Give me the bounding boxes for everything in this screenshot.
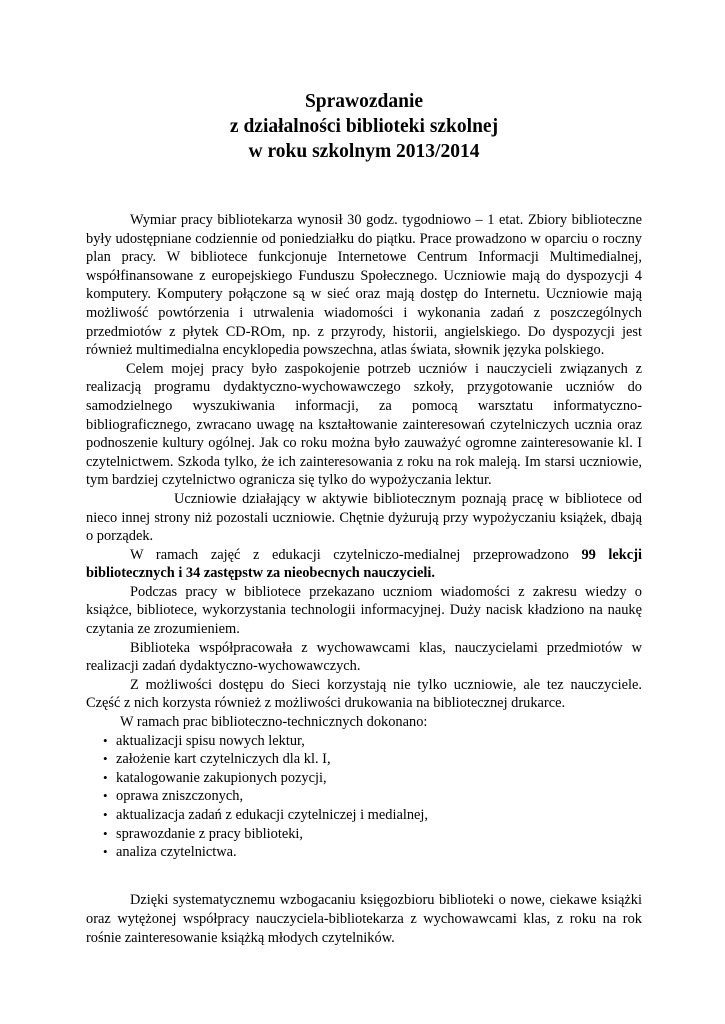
paragraph-conclusion: Dzięki systematycznemu wzbogacaniu księgozbioru biblioteki o nowe, ciekawe książki oraz wytężonej współpracy nauczyciela-bibliotekarza z wychowawcami klas, z roku na rok rośnie zainteresowanie książką młodych czytelników. — [86, 892, 642, 946]
paragraph-working-hours: Wymiar pracy bibliotekarza wynosił 30 godz. tygodniowo – 1 etat. Zbiory biblioteczne były udostępniane codziennie od poniedziałku do piątku. Prace prowadzono w oparciu o roczny plan pracy. W bibliotece funkcjonuje Internetowe Centrum Informacji Multimedialnej, współfinansowane z europejskiego Funduszu Społecznego. Uczniowie mają do dyspozycji 4 komputery. Komputery połączone są w sieć oraz mają dostęp do Internetu. Uczniowie mają możliwość powtórzenia i utrwalenia wiadomości i wykonania zadań z poszczególnych przedmiotów z płytek CD-ROm, np. z przyrody, historii, angielskiego. Do dyspozycji jest również multimedialna encyklopedia powszechna, atlas świata, słownik języka polskiego. — [86, 212, 642, 359]
list-item: • katalogowanie zakupionych pozycji, — [103, 769, 327, 786]
paragraph-knowledge: Podczas pracy w bibliotece przekazano uczniom wiadomości z zakresu wiedzy o książce, bibliotece, wykorzystania technologii informacyjnej. Duży nacisk kładziono na naukę czytania ze zrozumieniem. — [86, 583, 642, 638]
title-line-2: z działalności biblioteki szkolnej — [229, 116, 499, 137]
bullet-icon: • — [103, 844, 108, 860]
bullet-icon: • — [103, 769, 108, 785]
paragraph-technical-works: W ramach prac biblioteczno-technicznych dokonano: — [120, 714, 428, 731]
bullet-icon: • — [103, 751, 108, 767]
paragraph-goals: Celem mojej pracy było zaspokojenie potrzeb uczniów i nauczycieli związanych z realizacją programu dydaktyczno-wychowawczego szkoły, przygotowanie uczniów do samodzielnego wyszukiwania informacji, za pomocą warsztatu informatyczno-bibliograficznego, zwracano uwagę na kształtowanie zainteresowań czytelniczych ucznia oraz podnoszenie kultury ogólnej. Jak co roku można było zauważyć ogromne zainteresowanie kl. I czytelnictwem. Szkoda tylko, że ich zainteresowania z roku na rok maleją. Im starsi uczniowie, tym bardziej czytelnictwo ogranicza się tylko do wypożyczania lektur. — [86, 360, 642, 489]
lessons-count-bold: 99 lekcji bibliotecznych i 34 zastępstw za nieobecnych nauczycieli. — [86, 546, 642, 582]
title-line-1: Sprawozdanie — [304, 91, 424, 112]
paragraph-lessons — [86, 546, 642, 583]
title-line-3: w roku szkolnym 2013/2014 — [248, 141, 480, 162]
list-item: • oprawa zniszczonych, — [103, 788, 244, 805]
lessons-text: W ramach zajęć z edukacji czytelniczo-medialnej przeprowadzono — [130, 546, 582, 563]
bullet-icon: • — [103, 825, 108, 841]
list-item: • aktualizacji spisu nowych lektur, — [103, 732, 305, 749]
list-item: • sprawozdanie z pracy biblioteki, — [103, 825, 304, 842]
list-item: • aktualizacja zadań z edukacji czytelniczej i medialnej, — [103, 807, 429, 823]
technical-works-list — [86, 732, 642, 862]
bullet-icon: • — [103, 732, 108, 748]
paragraph-network-access: Z możliwości dostępu do Sieci korzystają nie tylko uczniowie, ale tez nauczyciele. Część z nich korzysta również z możliwości drukowania na bibliotecznej drukarce. — [86, 676, 642, 712]
document-body — [86, 211, 642, 862]
document-title — [86, 89, 642, 164]
paragraph-library-activists: Uczniowie działający w aktywie bibliotecznym poznają pracę w bibliotece od nieco innej strony niż pozostali uczniowie. Chętnie dyżurują przy wypożyczaniu książek, dbają o porządek. — [86, 490, 642, 545]
bullet-icon: • — [103, 788, 108, 804]
bullet-icon: • — [103, 807, 108, 822]
paragraph-cooperation: Biblioteka współpracowała z wychowawcami klas, nauczycielami przedmiotów w realizacji zadań dydaktyczno-wychowawczych. — [86, 639, 642, 675]
list-item: • założenie kart czytelniczych dla kl. I, — [103, 751, 331, 768]
list-item: • analiza czytelnictwa. — [103, 844, 237, 861]
